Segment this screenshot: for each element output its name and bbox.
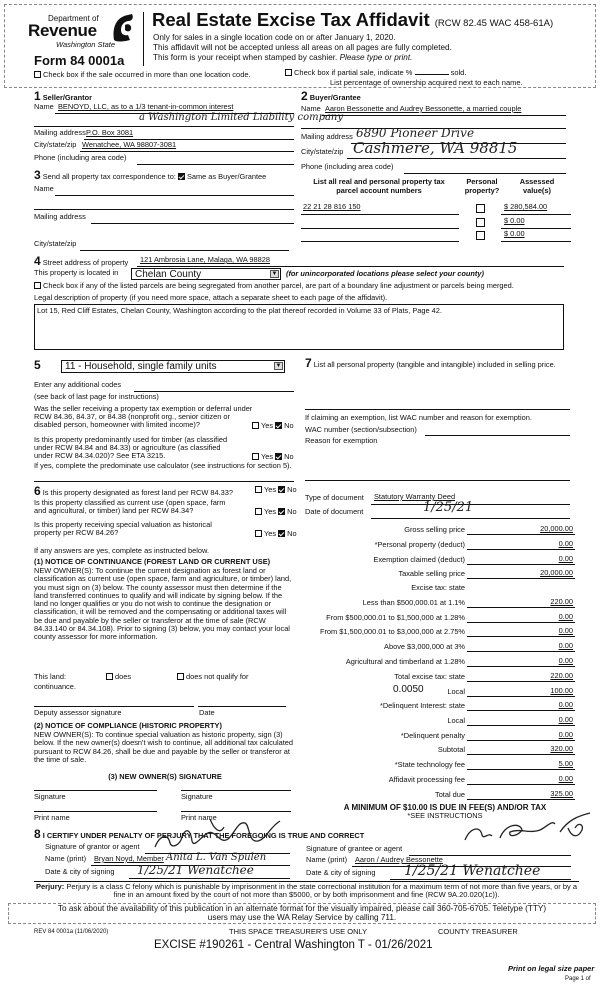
tax-row-delinquent-state: *Delinquent Interest: state 0.00 — [379, 700, 573, 711]
grantee-sig-row: Signature of grantee or agent — [306, 845, 571, 856]
owner2-print-label: Print name — [181, 813, 217, 822]
corr-mailing-field[interactable] — [91, 223, 294, 224]
corr-name-field[interactable] — [55, 195, 294, 196]
minimum-notice: A MINIMUM OF $10.00 IS DUE IN FEE(S) AND/OR TAX — [343, 803, 547, 812]
tax-row-personal: *Personal property (deduct) 0.00 — [374, 539, 573, 550]
buyer-mailing-row: Mailing address 6890 Pioneer Drive — [301, 133, 566, 144]
excise-stamp: EXCISE #190261 - Central Washington T - 01/26/2021 — [154, 939, 433, 951]
accessibility-notice: To ask about the availability of this publication in an alternate format for the visually impaired, please call 360-705-6705. Teletype (TTY) users may use the WA Relay Service by calling 711. — [8, 903, 596, 924]
form-number: Form 84 0001a — [34, 53, 125, 68]
seller-name-field[interactable]: BENOYD, LLC, as to a 1/3 tenant-in-common interest — [58, 102, 234, 111]
additional-codes-note: (see back of last page for instructions) — [34, 392, 159, 401]
partial-sale-percent-field[interactable] — [415, 74, 449, 75]
form-title — [152, 9, 553, 30]
notice1-text: NEW OWNER(S): To continue the current designation as forest land or classification as current use (open space, farm and agriculture, or timber) land, you must sign on (3) below. The county assessor must then determine if the land transferred continues to qualify and will indicate by signing below. If the land no longer qualifies or you do not wish to continue the designation or classification, it will be removed and the compensating or additional taxes will be due and payable by the seller or transferor at the time of sale (RCW 84.33.140 or 84.34.108). Prior to signing (3) below, you may contact your local county assessor for more information. — [34, 566, 292, 642]
doc-type-row: Type of document Statutory Warranty Deed — [305, 494, 570, 505]
section5-number: 5 — [34, 358, 41, 372]
local-rate: 0.0050 — [393, 684, 424, 695]
chevron-down-icon[interactable]: ▼ — [275, 363, 282, 369]
owner1-print-line[interactable] — [34, 811, 157, 812]
parcel-number-field[interactable] — [301, 241, 459, 242]
s5-q2-yes-checkbox[interactable] — [252, 453, 259, 460]
notice2-text: NEW OWNER(S): To continue special valuation as historic property, sign (3) below. If the new owner(s) doesn't wish to continue, all additional tax calculated pursuant to RCW 84.26, shall be due and payable by the seller or transferor at the time of sale. — [34, 730, 294, 764]
section3-heading: 3 Send all property tax correspondence to: Same as Buyer/Grantee — [34, 168, 267, 182]
section2-heading: 2 Buyer/Grantee — [301, 89, 361, 103]
s5-q2-no-checkbox[interactable] — [275, 453, 282, 460]
rev-code: REV 84 0001a (11/06/2020) — [34, 929, 109, 935]
tax-row-total-due: Total due 325.00 — [435, 789, 573, 800]
s6-q1-yes-checkbox[interactable] — [255, 486, 262, 493]
parcel-number-field[interactable]: 22 21 28 816 150 — [303, 202, 361, 211]
ownership-note: List percentage of ownership acquired next to each name. — [330, 78, 523, 87]
legal-description-label: Legal description of property (if you need more space, attach a separate sheet to each page of the affidavit). — [34, 293, 388, 302]
multi-location-row: Check box if the sale occurred in more than one location code. — [34, 71, 251, 80]
parcel-row-3 — [301, 230, 571, 242]
tax-row-processing-fee: Affidavit processing fee 0.00 — [388, 774, 573, 785]
tax-row-delinquent-local: Local 0.00 — [447, 715, 573, 726]
county-note: (for unincorporated locations please select your county) — [286, 269, 484, 278]
title-text: Real Estate Excise Tax Affidavit — [152, 9, 430, 30]
partial-sale-checkbox[interactable] — [285, 69, 292, 76]
seller-name-line2 — [34, 112, 344, 127]
parcels-col3-header: Assessed value(s) — [519, 177, 555, 195]
s6-q3-yes-checkbox[interactable] — [255, 530, 262, 537]
page-number: Page 1 of — [565, 976, 591, 982]
agency-line3: Washington State — [56, 40, 116, 49]
s6-q2-yes-checkbox[interactable] — [255, 508, 262, 515]
corr-city-field[interactable] — [80, 250, 289, 251]
s5-q1-no-checkbox[interactable] — [275, 422, 282, 429]
does-qualify-checkbox[interactable] — [106, 673, 113, 680]
parcels-col2-header: Personal property? — [464, 177, 500, 195]
additional-codes-row: Enter any additional codes — [34, 381, 294, 392]
taxable-selling-price-field[interactable]: 20,000.00 — [540, 568, 573, 578]
section4-street-row: 4 Street address of property 121 Ambrosia Lane, Malaga, WA 98828 — [34, 255, 564, 267]
perjury-notice: Perjury: Perjury is a class C felony which is punishable by imprisonment in the state correctional institution for a maximum term of not more than five years, or by a fine in an amount fixed by the court of not more than $5000, or by both imprisonment and fine (RCW 9A.20.020(1c)). — [35, 882, 578, 900]
personal-property-deduct-field[interactable]: 0.00 — [558, 539, 573, 549]
segregated-checkbox[interactable] — [34, 282, 41, 289]
personal-property-checkbox[interactable] — [476, 231, 485, 240]
owner2-sig-label: Signature — [181, 792, 213, 801]
buyer-name-field[interactable]: Aaron Bessonette and Audrey Bessonette, a married couple — [325, 104, 522, 113]
reason-label: Reason for exemption — [305, 436, 378, 445]
tax-row-bracket2: From $500,000.01 to $1,500,000 at 1.28% 0.00 — [326, 612, 573, 623]
assessed-value-field[interactable]: $ 280,584.00 — [504, 202, 548, 211]
s6-q1-answer: Yes No — [255, 486, 297, 495]
parcel-row-1 — [301, 203, 571, 215]
grantor-name-field[interactable]: Bryan Noyd, Member — [94, 854, 164, 863]
exemption-note: If claiming an exemption, list WAC number and reason for exemption. — [305, 413, 532, 422]
buyer-phone-row: Phone (including area code) — [301, 163, 566, 174]
grantor-sig-row: Signature of grantor or agent — [45, 843, 290, 854]
header-divider — [143, 12, 144, 66]
chevron-down-icon[interactable]: ▼ — [271, 271, 278, 277]
parcel-row-2 — [301, 217, 571, 229]
corr-name-line2[interactable] — [34, 199, 294, 210]
header-notice-3: This form is your receipt when stamped by cashier. Please type or print. — [153, 53, 413, 62]
s6-q3-answer: Yes No — [255, 530, 297, 539]
does-not-qualify-checkbox[interactable] — [177, 673, 184, 680]
corr-name-row: Name — [34, 185, 294, 196]
agency-line2: Revenue — [28, 21, 97, 40]
doc-type-field[interactable]: Statutory Warranty Deed — [374, 492, 456, 501]
grantor-name-handwritten: Anita L. Van Spulen — [166, 852, 267, 863]
s6-q2-no-checkbox[interactable] — [278, 508, 285, 515]
s6-question-1: 6 Is this property designated as forest land per RCW 84.33? — [34, 484, 233, 498]
county-select[interactable]: Chelan County ▼ — [131, 268, 281, 280]
reason-field[interactable] — [305, 480, 570, 481]
section7-heading: 7 List all personal property (tangible and intangible) included in selling price. — [305, 356, 556, 370]
seller-city-field[interactable]: Wenatchee, WA 98807-3081 — [82, 140, 177, 149]
parcel-number-field[interactable] — [301, 228, 459, 229]
s5-q1-answer: Yes No — [252, 422, 294, 431]
s5-q1-yes-checkbox[interactable] — [252, 422, 259, 429]
tax-row-subtotal: Subtotal 320.00 — [437, 744, 573, 755]
tax-row-bracket4: Above $3,000,000 at 3% 0.00 — [384, 641, 573, 652]
deputy-date-line[interactable] — [198, 706, 286, 707]
partial-sale-row: Check box if partial sale, indicate % sold. — [285, 69, 466, 78]
wac-row: WAC number (section/subsection) — [305, 426, 570, 436]
agency-line1: Department of — [48, 14, 99, 23]
owner1-print-label: Print name — [34, 813, 70, 822]
s6-q1-no-checkbox[interactable] — [278, 486, 285, 493]
grantee-name-field[interactable]: Aaron / Audrey Bessonette — [355, 855, 443, 864]
corr-mailing-row: Mailing address — [34, 213, 294, 224]
tax-row-penalty: *Delinquent penalty 0.00 — [400, 730, 573, 741]
deputy-date-label: Date — [199, 708, 215, 717]
tax-row-gross: Gross selling price 20,000.00 — [404, 524, 573, 535]
tax-row-bracket1: Less than $500,000.01 at 1.1% 220.00 — [362, 597, 573, 608]
county-row: This property is located in — [34, 268, 119, 277]
owner1-sig-label: Signature — [34, 792, 66, 801]
print-note: Print on legal size paper — [508, 964, 595, 973]
tax-row-bracket3: From $1,500,000.01 to $3,000,000 at 2.75% 0.00 — [319, 626, 573, 637]
s5-question-1: Was the seller receiving a property tax exemption or deferral under RCW 84.36, 84.37, or 84.38 (nonprofit org., senior citizen or disabled person, homeowner with limited income)? — [34, 404, 253, 429]
tax-row-agricultural: Agricultural and timberland at 1.28% 0.00 — [345, 656, 573, 667]
seller-city-row: City/state/zip Wenatchee, WA 98807-3081 — [34, 141, 294, 152]
excise-state-label: Excise tax: state — [411, 583, 465, 592]
grantor-name-row: Name (print) Bryan Noyd, Member Anita L. Van Spulen — [45, 855, 290, 866]
notice3-title: (3) NEW OWNER(S) SIGNATURE — [108, 772, 222, 781]
s5-question-2: Is this property predominantly used for timber (as classified under RCW 84.84 and 84.33) or agriculture (as classified under RCW 84.34.020)? See ETA 3215. — [34, 435, 228, 460]
personal-property-checkbox[interactable] — [476, 204, 485, 213]
deputy-sig-line[interactable] — [34, 706, 194, 707]
tax-row-total-state: Total excise tax: state 220.00 — [394, 671, 573, 682]
notice1-title: (1) NOTICE OF CONTINUANCE (FOREST LAND OR CURRENT USE) — [34, 557, 271, 566]
section1-heading: 1 Seller/Grantor — [34, 89, 93, 103]
s5-q2-note: If yes, complete the predominate use calculator (see instructions for section 5). — [34, 461, 292, 470]
buyer-name-row: Name Aaron Bessonette and Audrey Bessonette, a married couple — [301, 105, 566, 116]
legal-description-field[interactable]: Lot 15, Red Cliff Estates, Chelan County, Washington according to the plat thereof recorded in Volume 33 of Plats, Page 42. — [34, 304, 564, 350]
s6-question-2: Is this property classified as current use (open space, farm and agricultural, or timber) land per RCW 84.34? — [34, 498, 226, 515]
treasurer-use: THIS SPACE TREASURER'S USE ONLY — [229, 927, 368, 936]
personal-property-checkbox[interactable] — [476, 218, 485, 227]
exemption-claimed-field[interactable]: 0.00 — [558, 554, 573, 564]
buyer-city-field[interactable]: Cashmere, WA 98815 — [353, 139, 518, 157]
same-as-buyer-checkbox[interactable] — [178, 173, 185, 180]
seller-name-row: Name BENOYD, LLC, as to a 1/3 tenant-in-common interest — [34, 103, 294, 114]
grantee-name-row: Name (print) Aaron / Audrey Bessonette — [306, 856, 571, 867]
owner2-print-line[interactable] — [181, 811, 291, 812]
assessed-value-field[interactable]: $ 0.00 — [504, 216, 525, 225]
gross-selling-price-field[interactable]: 20,000.00 — [540, 524, 573, 534]
wac-number-field[interactable] — [425, 435, 570, 436]
this-land-row: This land: does does not qualify for — [34, 672, 249, 681]
tax-row-exemption: Exemption claimed (deduct) 0.00 — [373, 554, 573, 565]
grantee-signature-scribble — [460, 810, 595, 850]
seller-mailing-field[interactable]: P.O. Box 3081 — [86, 128, 134, 137]
seller-mailing-row: Mailing address P.O. Box 3081 — [34, 129, 294, 140]
grantee-date-row: Date & city of signing 1/25/21 Wenatchee — [306, 869, 571, 880]
s6-if-yes: If any answers are yes, complete as instructed below. — [34, 546, 209, 555]
header-notice-2: This affidavit will not be accepted unless all areas on all pages are fully completed. — [153, 43, 452, 52]
personal-property-field[interactable] — [305, 409, 570, 410]
doc-date-field[interactable]: 1/25/21 — [423, 500, 474, 515]
tax-row-local: Local 100.00 — [447, 686, 573, 697]
street-address-field[interactable]: 121 Ambrosia Lane, Malaga, WA 98828 — [140, 255, 270, 264]
deputy-sig-label: Deputy assessor signature — [34, 708, 122, 717]
county-treasurer: COUNTY TREASURER — [438, 927, 518, 936]
corr-city-row: City/state/zip — [34, 240, 289, 251]
land-use-code-select[interactable]: 11 - Household, single family units ▼ — [61, 360, 285, 373]
s5-q2-answer: Yes No — [252, 453, 294, 462]
parcels-col1-header: List all real and personal property tax parcel account numbers — [313, 177, 445, 195]
buyer-city-row: City/state/zip Cashmere, WA 98815 — [301, 148, 566, 159]
s6-question-3: Is this property receiving special valuation as historical property per RCW 84.26? — [34, 520, 212, 537]
see-instructions: *SEE INSTRUCTIONS — [407, 811, 483, 820]
seller-name-handwritten: a Washington Limited Liability company — [139, 112, 344, 123]
assessed-value-field[interactable]: $ 0.00 — [504, 229, 525, 238]
continuance-label: continuance. — [34, 682, 76, 691]
section5-divider — [34, 481, 294, 482]
notice2-title: (2) NOTICE OF COMPLIANCE (HISTORIC PROPERTY) — [34, 721, 222, 730]
section8-heading: 8 I CERTIFY UNDER PENALTY OF PERJURY THAT THE FOREGOING IS TRUE AND CORRECT — [34, 827, 365, 841]
revenue-swirl-icon — [110, 12, 136, 42]
seller-phone-row: Phone (including area code) — [34, 154, 294, 165]
tax-row-taxable: Taxable selling price 20,000.00 — [398, 568, 573, 579]
seller-phone-field[interactable] — [137, 164, 294, 165]
s6-q3-no-checkbox[interactable] — [278, 530, 285, 537]
title-citation: (RCW 82.45 WAC 458-61A) — [434, 18, 554, 29]
buyer-phone-field[interactable] — [404, 173, 566, 174]
grantor-date-field[interactable]: 1/25/21 Wenatchee — [137, 863, 254, 877]
buyer-mailing-field[interactable]: 6890 Pioneer Drive — [356, 126, 475, 140]
tax-row-tech-fee: *State technology fee 5.00 — [394, 759, 573, 770]
s6-q2-answer: Yes No — [255, 508, 297, 517]
multi-location-checkbox[interactable] — [34, 71, 41, 78]
owner1-sig-line[interactable] — [34, 790, 157, 791]
header-notice-1: Only for sales in a single location code on or after January 1, 2020. — [153, 33, 396, 42]
grantee-date-field[interactable]: 1/25/21 Wenatchee — [404, 863, 541, 879]
grantor-date-row: Date & city of signing 1/25/21 Wenatchee — [45, 868, 290, 879]
owner2-sig-line[interactable] — [181, 790, 291, 791]
doc-date-row: Date of document 1/25/21 — [305, 508, 570, 519]
segregated-row: Check box if any of the listed parcels are being segregated from another parcel, are part of a boundary line adjustment or parcels being merged. — [34, 282, 514, 291]
